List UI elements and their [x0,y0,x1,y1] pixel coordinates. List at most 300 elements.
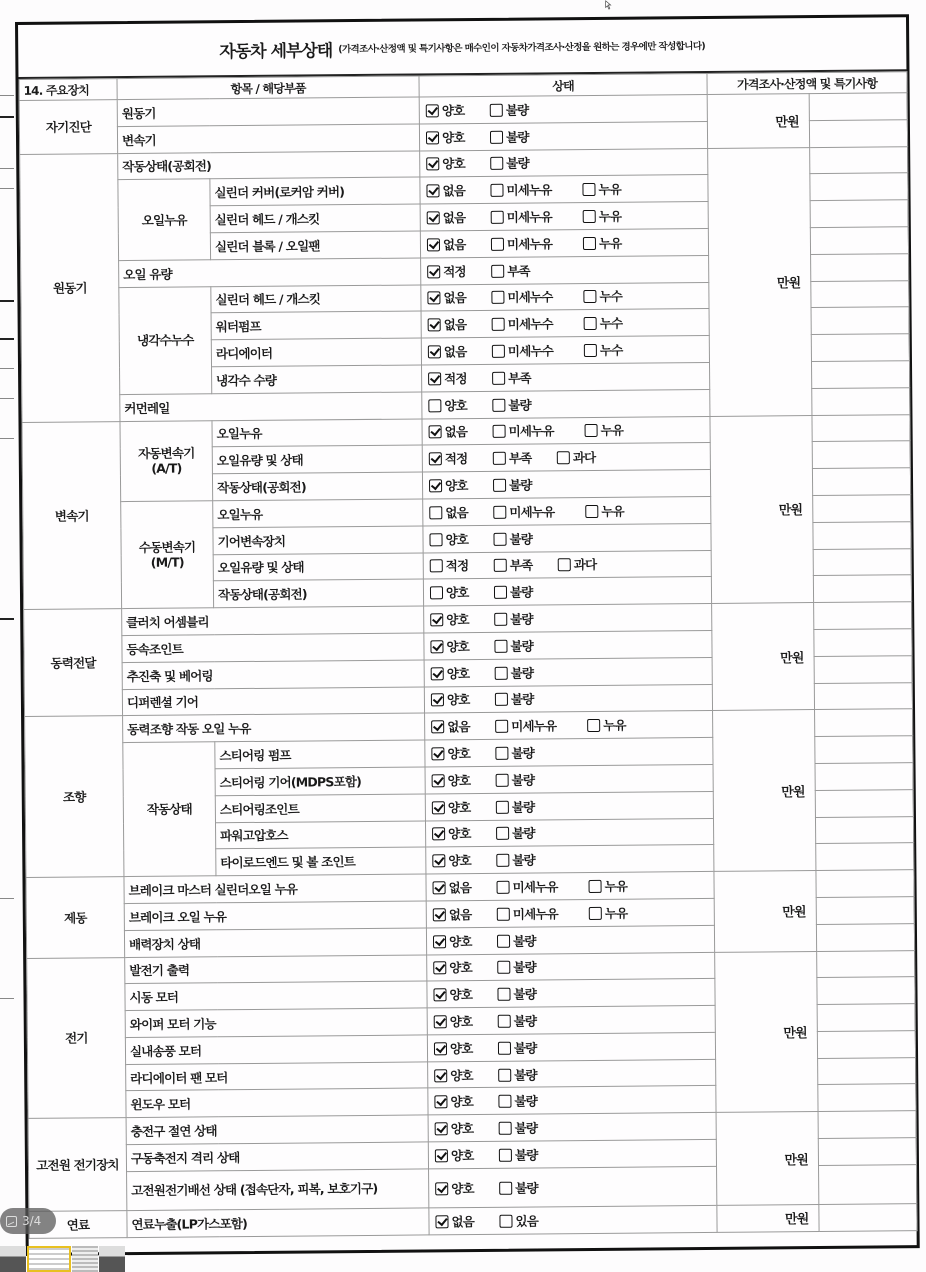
checkbox-checked-icon[interactable] [433,935,446,948]
checkbox-checked-icon[interactable] [435,1215,448,1228]
checkbox-checked-icon[interactable] [432,774,445,787]
checkbox-empty-icon[interactable] [430,587,443,600]
vehicle-condition-form [15,14,920,1256]
special-note-field[interactable] [810,227,908,255]
checkbox-empty-icon[interactable] [496,854,509,867]
checkbox-empty-icon[interactable] [494,640,507,653]
checkbox-empty-icon[interactable] [493,425,506,438]
checkbox-empty-icon[interactable] [494,586,507,599]
status-option[interactable] [429,503,487,522]
special-note-field[interactable] [819,1165,917,1205]
special-note-field[interactable] [812,441,910,469]
status-option[interactable] [494,609,552,628]
checkbox-checked-icon[interactable] [434,1015,447,1028]
status-option[interactable] [430,583,488,602]
special-note-field[interactable] [815,763,913,791]
special-note-field[interactable] [817,1031,915,1059]
checkbox-checked-icon[interactable] [426,104,439,117]
status-option[interactable] [494,556,552,575]
special-note-field[interactable] [810,173,908,201]
checkbox-checked-icon[interactable] [435,1182,448,1195]
status-option[interactable] [428,396,486,415]
status-option[interactable] [490,154,548,173]
checkbox-checked-icon[interactable] [432,854,445,867]
status-option-label: 양호 [444,397,467,413]
price-amount-field[interactable]: 만원 [707,94,809,148]
checkbox-checked-icon[interactable] [434,1042,447,1055]
item-label: 실린더 헤드 / 개스킷 [211,285,421,314]
status-option-label: 없음 [442,210,466,226]
special-note-field[interactable] [819,1204,917,1232]
checkbox-checked-icon[interactable] [431,747,444,760]
special-note-field[interactable] [817,977,915,1005]
special-note-field[interactable] [812,468,910,496]
special-note-field[interactable] [815,816,913,844]
status-option[interactable] [496,824,554,843]
status-option[interactable] [427,288,485,307]
price-amount-field[interactable]: 만원 [715,951,818,1113]
status-option-label: 누유 [601,503,624,519]
special-note-field[interactable] [816,923,914,951]
status-option[interactable] [435,1179,493,1198]
special-note-field[interactable] [809,93,907,121]
checkbox-empty-icon[interactable] [498,1068,511,1081]
status-option[interactable] [495,743,553,762]
checkbox-checked-icon[interactable] [431,721,444,734]
checkbox-empty-icon[interactable] [493,479,506,492]
status-option[interactable] [426,101,484,120]
status-option[interactable] [427,208,485,227]
checkbox-checked-icon[interactable] [426,185,439,198]
special-note-field[interactable] [813,521,911,549]
checkbox-checked-icon[interactable] [433,908,446,921]
status-option[interactable] [498,1038,556,1057]
status-option[interactable] [434,1092,492,1111]
status-option[interactable] [434,1012,492,1031]
item-label: 워터펌프 [211,311,421,340]
status-option[interactable] [491,207,579,226]
checkbox-checked-icon[interactable] [426,158,439,171]
checkbox-checked-icon[interactable] [431,694,444,707]
category-label: 동력전달 [24,609,123,717]
checkbox-checked-icon[interactable] [427,211,440,224]
status-option[interactable] [496,770,554,789]
status-option[interactable] [433,985,491,1004]
status-option[interactable] [432,851,490,870]
status-option[interactable] [498,1011,556,1030]
item-label: 변속기 [117,124,419,153]
special-note-field[interactable] [818,1057,916,1085]
status-option[interactable] [431,664,489,683]
checkbox-empty-icon[interactable] [587,719,600,732]
checkbox-checked-icon[interactable] [431,667,444,680]
special-note-field[interactable] [814,655,912,683]
price-amount-field[interactable]: 만원 [713,710,816,872]
checkbox-empty-icon[interactable] [491,211,504,224]
checkbox-checked-icon[interactable] [435,1122,448,1135]
status-option-label: 양호 [450,1094,474,1110]
status-option[interactable] [498,1065,556,1084]
checkbox-empty-icon[interactable] [498,1095,511,1108]
status-option[interactable] [585,501,643,520]
checkbox-empty-icon[interactable] [583,210,596,223]
status-option[interactable] [493,475,551,494]
checkbox-checked-icon[interactable] [432,801,445,814]
thumbnail-4[interactable] [99,1246,125,1272]
status-option[interactable] [429,422,487,441]
status-option[interactable] [497,904,585,923]
status-option[interactable] [428,369,486,388]
status-option[interactable] [492,341,580,360]
status-option[interactable] [430,610,488,629]
status-option[interactable] [495,716,583,735]
status-options [422,389,710,418]
thumbnail-1[interactable] [0,1246,26,1272]
checkbox-empty-icon[interactable] [499,1182,512,1195]
status-option[interactable] [494,583,552,602]
status-option[interactable] [498,1092,556,1111]
status-option-label: 누수 [599,342,623,358]
status-option[interactable] [582,180,640,199]
status-option[interactable] [433,905,491,924]
status-option[interactable] [587,716,645,735]
checkbox-checked-icon[interactable] [429,426,442,439]
status-option[interactable] [434,1065,492,1084]
checkbox-checked-icon[interactable] [433,962,446,975]
special-note-field[interactable] [813,548,911,576]
status-option[interactable] [496,851,554,870]
checkbox-empty-icon[interactable] [490,184,503,197]
special-note-field[interactable] [813,495,911,523]
special-note-field[interactable] [812,387,910,415]
checkbox-empty-icon[interactable] [589,907,602,920]
status-option[interactable] [492,314,580,333]
checkbox-empty-icon[interactable] [497,961,510,974]
checkbox-empty-icon[interactable] [492,372,505,385]
special-note-field[interactable] [817,950,915,978]
status-option[interactable] [426,128,484,147]
status-option[interactable] [583,207,641,226]
status-option[interactable] [583,287,641,306]
checkbox-empty-icon[interactable] [557,451,570,464]
status-option[interactable] [490,180,578,199]
thumbnail-3[interactable] [72,1246,98,1272]
checkbox-empty-icon[interactable] [497,934,510,947]
checkbox-empty-icon[interactable] [494,613,507,626]
header-price: 가격조사·산정액 및 특기사항 [707,72,907,95]
checkbox-empty-icon[interactable] [582,183,595,196]
status-option[interactable] [429,530,487,549]
special-note-field[interactable] [810,200,908,228]
status-option[interactable] [492,395,550,414]
checkbox-checked-icon[interactable] [428,345,441,358]
checkbox-empty-icon[interactable] [498,1015,511,1028]
status-option[interactable] [493,529,551,548]
status-option[interactable] [431,717,489,736]
status-options [424,604,712,633]
status-option-label: 양호 [450,1148,474,1164]
checkbox-empty-icon[interactable] [492,345,505,358]
special-note-field[interactable] [816,870,914,898]
status-option[interactable] [427,262,485,281]
checkbox-empty-icon[interactable] [558,559,571,572]
checkbox-checked-icon[interactable] [426,131,439,144]
checkbox-checked-icon[interactable] [433,881,446,894]
status-option[interactable] [557,448,615,467]
status-option[interactable] [433,958,491,977]
price-amount-field[interactable]: 만원 [710,415,814,603]
status-option[interactable] [429,476,487,495]
checkbox-empty-icon[interactable] [493,532,506,545]
checkbox-checked-icon[interactable] [427,265,440,278]
status-option[interactable] [499,1145,557,1164]
checkbox-empty-icon[interactable] [584,317,597,330]
item-label: 냉각수 수량 [212,365,422,394]
item-label: 스티어링조인트 [215,794,425,823]
status-options [426,872,714,901]
special-note-field[interactable] [809,120,907,148]
status-option[interactable] [499,1178,557,1197]
checkbox-empty-icon[interactable] [491,238,504,251]
status-option[interactable] [497,985,555,1004]
special-note-field[interactable] [816,843,914,871]
status-option[interactable] [583,233,641,252]
status-option[interactable] [496,877,584,896]
checkbox-checked-icon[interactable] [427,292,440,305]
status-option[interactable] [493,449,551,468]
status-option[interactable] [490,100,548,119]
status-option-label: 적정 [443,263,466,279]
special-note-field[interactable] [814,602,912,630]
category-label: 변속기 [22,421,122,609]
status-options [420,148,708,177]
checkbox-checked-icon[interactable] [428,319,441,332]
image-icon [6,1216,17,1227]
item-label: 추진축 및 베어링 [122,660,424,689]
status-option[interactable] [432,797,490,816]
checkbox-empty-icon[interactable] [495,747,508,760]
status-option-label: 누유 [603,717,626,734]
checkbox-checked-icon[interactable] [429,479,442,492]
status-options [428,1059,716,1088]
item-label: 스티어링 펌프 [215,740,425,769]
checkbox-empty-icon[interactable] [493,506,506,519]
checkbox-empty-icon[interactable] [492,318,505,331]
checkbox-empty-icon[interactable] [585,505,598,518]
special-note-field[interactable] [818,1138,916,1166]
checkbox-empty-icon[interactable] [495,720,508,733]
special-note-field[interactable] [811,307,909,335]
checkbox-empty-icon[interactable] [496,774,509,787]
checkbox-empty-icon[interactable] [497,881,510,894]
status-option[interactable] [490,127,548,146]
status-option-label: 양호 [446,665,470,681]
status-option[interactable] [493,502,581,521]
status-option[interactable] [435,1119,493,1138]
checkbox-empty-icon[interactable] [497,988,510,1001]
checkbox-empty-icon[interactable] [492,398,505,411]
status-option[interactable] [495,690,553,709]
checkbox-empty-icon[interactable] [496,800,509,813]
checkbox-empty-icon[interactable] [490,130,503,143]
status-option[interactable] [589,903,647,922]
status-option-label: 있음 [515,1213,539,1229]
status-option-label: 불량 [513,986,537,1002]
checkbox-empty-icon[interactable] [497,908,510,921]
checkbox-checked-icon[interactable] [435,1149,448,1162]
price-amount-field[interactable]: 만원 [708,147,812,416]
item-label: 와이퍼 모터 기능 [125,1008,427,1037]
status-option-label: 미세누유 [508,423,554,440]
checkbox-checked-icon[interactable] [432,828,445,841]
status-option[interactable] [435,1212,493,1231]
checkbox-empty-icon[interactable] [584,344,597,357]
status-option[interactable] [491,288,579,307]
status-option[interactable] [499,1211,557,1230]
special-note-field[interactable] [817,1004,915,1032]
checkbox-empty-icon[interactable] [491,264,504,277]
status-option[interactable] [497,958,555,977]
checkbox-empty-icon[interactable] [490,157,503,170]
status-option[interactable] [497,931,555,950]
price-amount-field[interactable]: 만원 [712,603,815,711]
status-option[interactable] [584,341,642,360]
checkbox-empty-icon[interactable] [429,506,442,519]
checkbox-empty-icon[interactable] [499,1214,512,1227]
checkbox-empty-icon[interactable] [495,693,508,706]
status-option[interactable] [426,154,484,173]
checkbox-empty-icon[interactable] [583,290,596,303]
status-option-label: 불량 [514,1067,537,1083]
status-option[interactable] [584,314,642,333]
special-note-field[interactable] [818,1111,916,1139]
special-note-field[interactable] [815,736,913,764]
checkbox-empty-icon[interactable] [496,827,509,840]
status-option-label: 없음 [451,1213,475,1230]
checkbox-empty-icon[interactable] [494,559,507,572]
checkbox-empty-icon[interactable] [493,452,506,465]
special-note-field[interactable] [814,682,912,710]
status-option[interactable] [434,1039,492,1058]
status-option[interactable] [427,235,485,254]
checkbox-empty-icon[interactable] [589,880,602,893]
status-option-label: 불량 [510,611,533,627]
status-option-label: 불량 [513,1040,537,1056]
status-option[interactable] [432,824,490,843]
item-label: 구동축전지 격리 상태 [126,1142,428,1171]
special-note-field[interactable] [816,897,914,925]
checkbox-checked-icon[interactable] [428,372,441,385]
status-option[interactable] [431,744,489,763]
status-option[interactable] [493,422,581,441]
item-label: 타이로드엔드 및 볼 조인트 [216,847,426,876]
special-note-field[interactable] [815,789,913,817]
checkbox-checked-icon[interactable] [429,453,442,466]
special-note-field[interactable] [811,280,909,308]
special-note-field[interactable] [811,334,909,362]
status-option[interactable] [492,368,550,387]
status-option[interactable] [428,315,486,334]
checkbox-empty-icon[interactable] [430,560,443,573]
status-option-label: 없음 [443,290,467,306]
item-label: 스티어링 기어(MDPS포함) [215,767,425,796]
status-options [425,764,713,793]
special-note-field[interactable] [811,253,909,281]
status-option[interactable] [491,261,549,280]
special-note-field[interactable] [812,414,910,442]
checkbox-checked-icon[interactable] [433,988,446,1001]
checkbox-checked-icon[interactable] [430,613,443,626]
checkbox-checked-icon[interactable] [430,640,443,653]
special-note-field[interactable] [813,575,911,603]
special-note-field[interactable] [818,1084,916,1112]
special-note-field[interactable] [810,146,908,174]
price-amount-field[interactable]: 만원 [716,1112,819,1205]
status-option[interactable] [495,663,553,682]
price-amount-field[interactable]: 만원 [714,871,817,952]
checkbox-empty-icon[interactable] [490,104,503,117]
status-option-label: 과다 [572,450,596,466]
thumbnail-2-active[interactable] [27,1246,71,1272]
status-option[interactable] [430,637,488,656]
status-option[interactable] [585,421,643,440]
status-option-label: 미세누유 [512,906,558,922]
status-option[interactable] [435,1146,493,1165]
status-option[interactable] [431,690,489,709]
status-option-label: 양호 [445,531,469,547]
price-amount-field[interactable]: 만원 [717,1204,819,1232]
status-option[interactable] [499,1118,557,1137]
status-option[interactable] [432,878,490,897]
checkbox-empty-icon[interactable] [498,1041,511,1054]
checkbox-empty-icon[interactable] [428,399,441,412]
status-option[interactable] [433,931,491,950]
checkbox-empty-icon[interactable] [583,237,596,250]
status-option[interactable] [432,771,490,790]
checkbox-empty-icon[interactable] [585,424,598,437]
status-option-label: 불량 [514,1147,538,1163]
special-note-field[interactable] [814,629,912,657]
checkbox-checked-icon[interactable] [434,1096,447,1109]
checkbox-checked-icon[interactable] [427,238,440,251]
checkbox-empty-icon[interactable] [499,1149,512,1162]
special-note-field[interactable] [815,709,913,737]
item-label: 배력장치 상태 [124,928,426,957]
status-option[interactable] [428,342,486,361]
special-note-field[interactable] [811,361,909,389]
status-option[interactable] [558,555,616,574]
item-label: 연료누출(LP가스포함) [127,1208,429,1237]
checkbox-empty-icon[interactable] [495,666,508,679]
item-label: 고전원전기배선 상태 (접속단자, 피복, 보호기구) [127,1169,429,1211]
status-option[interactable] [496,797,554,816]
status-option[interactable] [426,181,484,200]
checkbox-checked-icon[interactable] [434,1069,447,1082]
status-option[interactable] [491,234,579,253]
checkbox-empty-icon[interactable] [491,291,504,304]
status-option-label: 불량 [509,584,533,600]
status-option-label: 양호 [446,612,469,628]
status-option[interactable] [429,449,487,468]
status-option[interactable] [494,636,552,655]
checkbox-empty-icon[interactable] [429,533,442,546]
category-label: 고전원 전기장치 [28,1118,127,1211]
status-option[interactable] [430,556,488,575]
status-option-label: 누유 [600,423,624,439]
condition-table [18,71,917,1238]
status-option[interactable] [588,877,646,896]
checkbox-empty-icon[interactable] [499,1122,512,1135]
